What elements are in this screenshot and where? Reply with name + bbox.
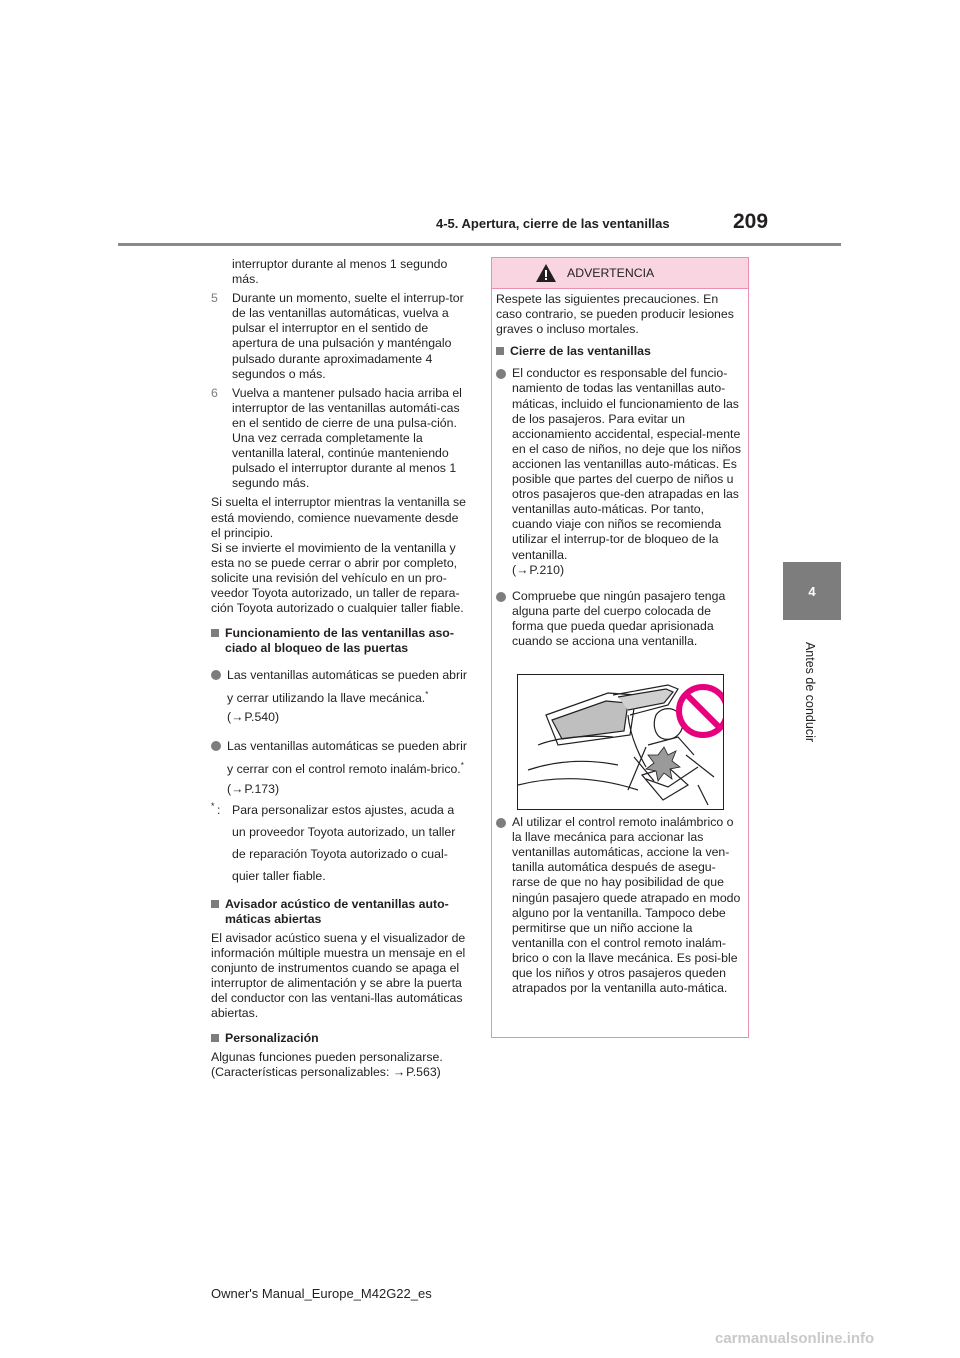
paragraph: El avisador acústico suena y el visualizador de información múltiple muestra un mensaje en el conjunto de instrumentos cuando se apaga el interruptor de alimentación y se abre la puerta del conductor con las ventani-llas automáticas abiertas. xyxy=(211,930,466,1021)
continued-text: interruptor durante al menos 1 segundo más. xyxy=(232,257,448,287)
step-text: Vuelva a mantener pulsado hacia arriba el interruptor de las ventanillas automáti-cas en el sentido de cierre de una pulsa-ción. Una vez cerrada completamente la ventanilla lateral, continúe manteniendo pulsado el interruptor durante al menos 1 segundo más. xyxy=(232,385,462,491)
warning-title: ADVERTENCIA xyxy=(567,266,655,280)
footer-manual-id: Owner's Manual_Europe_M42G22_es xyxy=(211,1286,432,1301)
step-text: Durante un momento, suelte el interrup-tor de las ventanillas automáticas, vuelva a pulsar el interruptor en el sentido de apertura de una pulsación y manténgalo pulsado durante aproximadamente 4 segundos o más. xyxy=(232,291,464,381)
footnote-text: Para personalizar estos ajustes, acuda a un proveedor Toyota autorizado, un taller de reparación Toyota autorizado o cual-quier taller fiable. xyxy=(232,802,456,883)
asterisk: * xyxy=(460,761,464,771)
chapter-label xyxy=(800,630,820,760)
bullet-item xyxy=(496,815,742,996)
page-number: 209 xyxy=(733,210,769,233)
arrow-icon: → xyxy=(231,710,244,725)
chapter-label-text: Antes de conducir xyxy=(803,641,817,743)
section-heading xyxy=(211,1031,467,1046)
bullet-item: Las ventanillas automáticas se pueden abrir y cerrar con el control remoto inalám-brico.* (→P.173) xyxy=(211,737,467,798)
warning-triangle-icon xyxy=(535,263,557,283)
bullet-dot-icon xyxy=(496,369,506,379)
page-reference: P.173) xyxy=(244,781,280,796)
step-number: 5 xyxy=(211,291,218,306)
asterisk: * xyxy=(425,690,429,700)
paragraph: Si suelta el interruptor mientras la ventanilla se está moviendo, comience nuevamente desde el principio. xyxy=(211,495,466,540)
bullet-item: Las ventanillas automáticas se pueden abrir y cerrar utilizando la llave mecánica.* (→P.540) xyxy=(211,666,467,727)
step-5 xyxy=(211,291,467,382)
header-rule xyxy=(118,243,841,246)
section-title: 4-5. Apertura, cierre de las ventanillas xyxy=(436,216,670,231)
footnote xyxy=(211,799,467,887)
heading-text: Personalización xyxy=(225,1031,319,1046)
square-bullet-icon xyxy=(211,629,219,637)
paragraph xyxy=(211,1050,467,1080)
section-heading xyxy=(211,626,467,656)
warning-box xyxy=(491,257,749,1038)
window-pinch-illustration xyxy=(517,674,724,810)
bullet-text: Las ventanillas automáticas se pueden abrir y cerrar con el control remoto inalám-brico. xyxy=(227,739,467,777)
heading-text: Cierre de las ventanillas xyxy=(510,344,651,359)
step-number: 6 xyxy=(211,385,218,400)
bullet-text: Al utilizar el control remoto inalámbrico o la llave mecánica para accionar las ventanillas automáticas, accione la ven-tanilla automática después de asegu-rarse de que no hay posibilidad de que ningún pasajero quede atrapado en modo alguno por la ventanilla. Tampoco debe permitirse que un niño accione la ventanilla con el control remoto inalám-brico o con la llave mecánica. Es posi-ble que los niños y otros pasajeros queden atrapados por la ventanilla auto-mática. xyxy=(512,815,741,996)
arrow-icon: → xyxy=(516,562,529,577)
heading-text: Funcionamiento de las ventanillas aso-ciado al bloqueo de las puertas xyxy=(225,626,454,656)
asterisk: * xyxy=(211,800,215,811)
bullet-text: Compruebe que ningún pasajero tenga alguna parte del cuerpo colocada de forma que pueda quedar aprisionada cuando se acciona una ventanilla. xyxy=(512,588,726,648)
page-reference: P.210) xyxy=(529,562,565,577)
step-6 xyxy=(211,386,467,492)
bullet-dot-icon xyxy=(211,670,221,680)
paragraph: Si se invierte el movimiento de la ventanilla y esta no se puede cerrar o abrir por completo, solicite una revisión del vehículo en un pro-veedor Toyota autorizado, un taller de repara-ción Toyota autorizado o cualquier taller fiable. xyxy=(211,540,464,616)
heading-text: Avisador acústico de ventanillas auto-máticas abiertas xyxy=(225,896,449,926)
paragraph-text: Algunas funciones pueden personalizarse. (Características personalizables: xyxy=(211,1050,443,1080)
section-heading xyxy=(496,344,742,359)
bullet-text: Las ventanillas automáticas se pueden abrir y cerrar utilizando la llave mecánica. xyxy=(227,668,467,706)
page-reference: P.540) xyxy=(244,710,280,725)
bullet-dot-icon xyxy=(496,592,506,602)
bullet-item xyxy=(496,589,742,649)
chapter-tab xyxy=(783,562,841,620)
colon-glyph: : xyxy=(217,802,221,817)
square-bullet-icon xyxy=(496,347,504,355)
left-column xyxy=(211,257,467,1081)
section-heading xyxy=(211,897,467,927)
bullet-dot-icon xyxy=(496,818,506,828)
warning-body xyxy=(496,292,742,996)
arrow-icon: → xyxy=(231,781,244,796)
bullet-dot-icon xyxy=(211,741,221,751)
warning-intro: Respete las siguientes precauciones. En caso contrario, se pueden producir lesiones graves o incluso mortales. xyxy=(496,292,734,337)
arrow-icon: → xyxy=(392,1065,406,1080)
square-bullet-icon xyxy=(211,900,219,908)
watermark: carmanualsonline.info xyxy=(715,1330,875,1347)
bullet-item: El conductor es responsable del funcio-namiento de todas las ventanillas auto-máticas, incluido el funcionamiento de las de los pasajeros. Para evitar un accionamiento accidental, especial-mente en el caso de niños, no deje que los niños accionen las ventanillas auto-máticas. Es posible que partes del cuerpo de niños u otros pasajeros que-den atrapadas en las ventanillas auto-máticas. Por tanto, cuando viaje con niños se recomienda utilizar el interrup-tor de bloqueo de la ventanilla. (→P.210) xyxy=(496,366,742,577)
warning-header xyxy=(492,258,748,289)
chapter-number: 4 xyxy=(808,583,816,599)
illustration-drawing xyxy=(518,675,723,809)
square-bullet-icon xyxy=(211,1034,219,1042)
bullet-text: El conductor es responsable del funcio-namiento de todas las ventanillas auto-máticas, incluido el funcionamiento de las de los pasajeros. Para evitar un accionamiento accidental, especial-mente en el caso de niños, no deje que los niños accionen las ventanillas auto-máticas. Es posible que partes del cuerpo de niños u otros pasajeros que-den atrapadas en las ventanillas auto-máticas. Por tanto, cuando viaje con niños se recomienda utilizar el interrup-tor de bloqueo de la ventanilla. xyxy=(512,366,742,562)
page-reference: P.563) xyxy=(406,1065,441,1080)
